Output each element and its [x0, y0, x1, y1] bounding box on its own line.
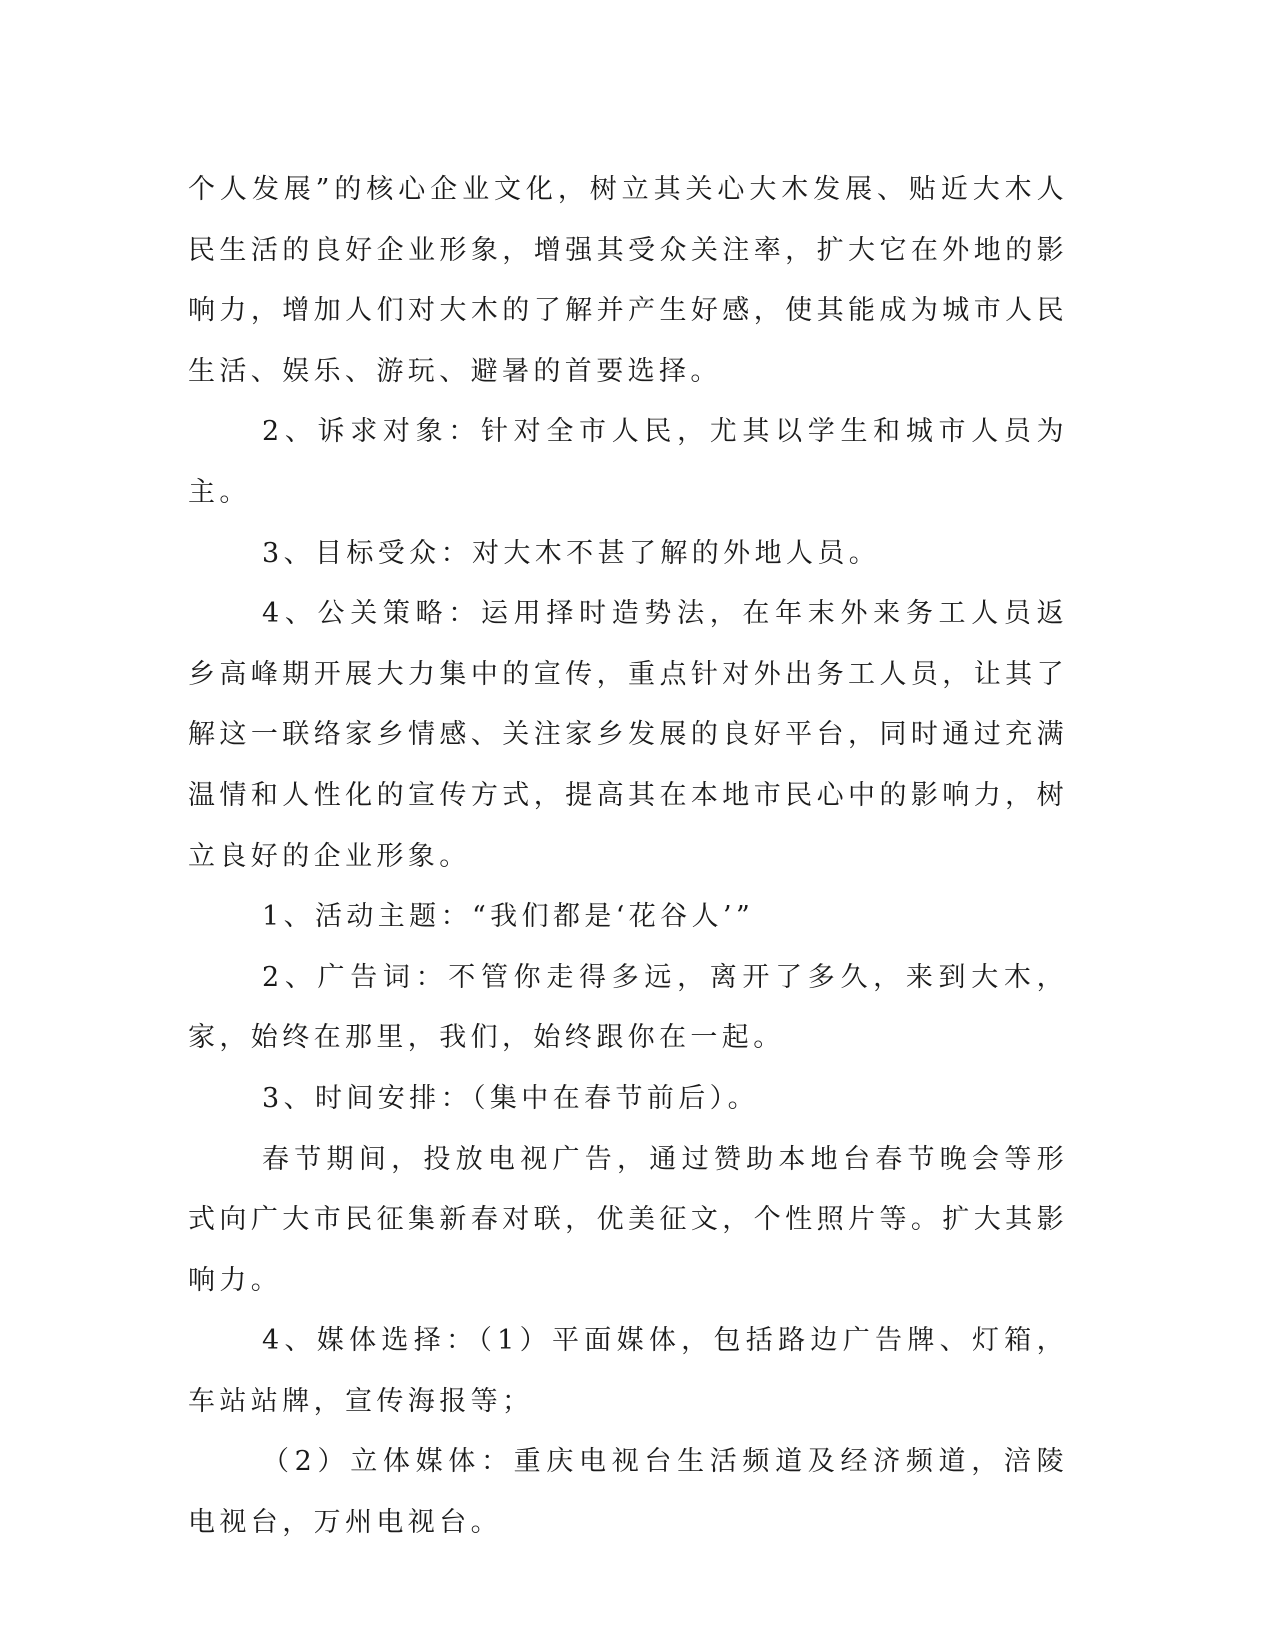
paragraph-media-print: 4、媒体选择：（1）平面媒体，包括路边广告牌、灯箱，车站站牌，宣传海报等； — [188, 1325, 1068, 1417]
paragraph-activity-theme: 1、活动主题：“我们都是‘花谷人’” — [262, 901, 755, 933]
paragraph-target-audience: 2、诉求对象：针对全市人民，尤其以学生和城市人员为主。 — [188, 416, 1068, 508]
paragraph-pr-strategy: 4、公关策略：运用择时造势法，在年末外来务工人员返乡高峰期开展大力集中的宣传，重点针对外出务工人员，让其了解这一联络家乡情感、关注家乡发展的良好平台，同时通过充满温情和人性化的宣传方式，提高其在本地市民心中的影响力，树立良好的企业形象。 — [188, 598, 1068, 872]
paragraph-target-recipients: 3、目标受众：对大木不甚了解的外地人员。 — [262, 537, 881, 569]
paragraph-spring-festival: 春节期间，投放电视广告，通过赞助本地台春节晚会等形式向广大市民征集新春对联，优美征文，个性照片等。扩大其影响力。 — [188, 1143, 1068, 1296]
paragraph-intro: 个人发展”的核心企业文化，树立其关心大木发展、贴近大木人民生活的良好企业形象，增强其受众关注率，扩大它在外地的影响力，增加人们对大木的了解并产生好感，使其能成为城市人民生活、娱乐、游玩、避暑的首要选择。 — [188, 174, 1068, 387]
paragraph-slogan: 2、广告词：不管你走得多远，离开了多久，来到大木，家，始终在那里，我们，始终跟你在一起。 — [188, 961, 1068, 1054]
document-body — [188, 160, 1068, 1554]
paragraph-media-broadcast: （2）立体媒体：重庆电视台生活频道及经济频道，涪陵电视台，万州电视台。 — [188, 1446, 1068, 1539]
paragraph-schedule: 3、时间安排：（集中在春节前后）。 — [262, 1082, 759, 1114]
